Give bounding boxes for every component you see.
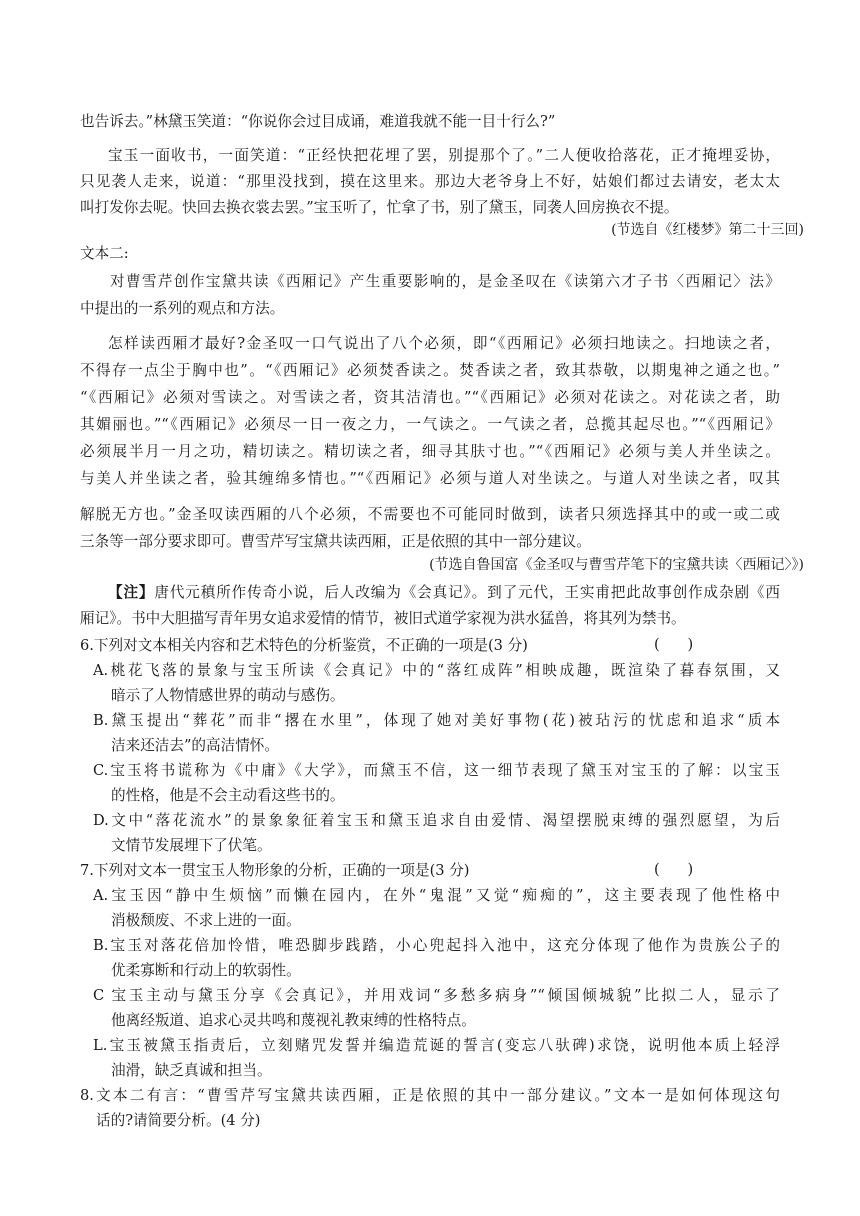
text2-para-line: 必须展半月一月之功，精切读之。精切读之者，细寻其肤寸也。”“《西厢记》必须与美人并坐读之。 [80,443,780,460]
q7-option-c-cont: 他离经叛道、追求心灵共鸣和蔑视礼教束缚的性格特点。 [111,1012,476,1029]
q8-stem: 8.文本二有言：“曹雪芹写宝黛共读西厢，正是依照的其中一部分建议。”文本一是如何体现这句 [80,1087,780,1104]
q6-option-b: B.黛玉提出“葬花”而非“撂在水里”，体现了她对美好事物(花)被玷污的忧虑和追求“质本 [93,712,780,729]
q7-stem: 7.下列对文本一贯宝玉人物形象的分析，正确的一项是(3 分) [80,862,470,879]
q6-option-b-cont: 洁来还洁去”的高洁情怀。 [111,737,279,754]
q7-option-b-cont: 优柔寡断和行动上的软弱性。 [111,962,301,979]
q7-option-c: C 宝玉主动与黛玉分享《会真记》，并用戏词“多愁多病身”“倾国倾城貌”比拟二人，显示了 [93,987,780,1004]
q7-option-a: A.宝玉因“静中生烦恼”而懒在园内，在外“鬼混”又觉“痴痴的”，这主要表现了他性格中 [93,887,780,904]
q8-stem-cont: 话的?请简要分析。(4 分) [96,1112,261,1129]
q7-answer-blank: ( ) [654,861,694,878]
note-line: 厢记》。书中大胆描写青年男女追求爱情的情节，被旧式道学家视为洪水猛兽，将其列为禁书。 [80,610,686,627]
note-text: 唐代元稹所作传奇小说，后人改编为《会真记》。到了元代，王实甫把此故事创作成杂剧《西 [154,584,780,601]
text2-para-line: 解脱无方也。”金圣叹读西厢的八个必须，不需要也不可能同时做到，读者只须选择其中的或一或二或 [80,506,780,523]
text2-para-line: 三条等一部分要求即可。曹雪芹写宝黛共读西厢，正是依照的其中一部分建议。 [80,533,591,550]
text2-para-line: 不得存一点尘于胸中也”。“《西厢记》必须焚香读之。焚香读之者，致其恭敬，以期鬼神之通之也。” [80,362,780,379]
text2-para-line: 对曹雪芹创作宝黛共读《西厢记》产生重要影响的，是金圣叹在《读第六才子书〈西厢记〉法》 [110,273,780,290]
text2-source: (节选自鲁国富《金圣叹与曹雪芹笔下的宝黛共读〈西厢记〉》) [429,557,804,573]
text1-source: (节选自《红楼梦》第二十三回) [611,222,804,238]
text1-para-line: 宝玉一面收书，一面笑道：“正经快把花埋了罢，别提那个了。”二人便收拾落花，正才掩埋妥协， [108,147,780,164]
text2-para-line: 其媚丽也。”“《西厢记》必须尽一日一夜之力，一气读之。一气读之者，总揽其起尽也。”“《西厢记》 [80,416,780,433]
q7-option-a-cont: 消极颓废、不求上进的一面。 [111,912,301,929]
q6-option-a-cont: 暗示了人物情感世界的萌动与感伤。 [111,687,345,704]
q6-option-c-cont: 的性格，他是不会主动看这些书的。 [111,787,345,804]
q6-stem: 6.下列对文本相关内容和艺术特色的分析鉴赏，不正确的一项是(3 分) [80,637,528,654]
note-tag: 【注】 [108,584,155,601]
q6-option-c: C.宝玉将书谎称为《中庸》《大学》，而黛玉不信，这一细节表现了黛玉对宝玉的了解：以宝玉 [93,762,780,779]
q6-option-d-cont: 文情节发展埋下了伏笔。 [111,837,272,854]
q6-answer-blank: ( ) [654,636,694,653]
text1-para-line: 叫打发你去呢。快回去换衣裳去罢。”宝玉听了，忙拿了书，别了黛玉，同袭人回房换衣不提。 [80,199,679,216]
q7-option-d: L.宝玉被黛玉指责后，立刻赌咒发誓并编造荒诞的誓言(变忘八驮碑)求饶，说明他本质上轻浮 [93,1037,780,1054]
q6-option-a: A.桃花飞落的景象与宝玉所读《会真记》中的“落红成阵”相映成趣，既渲染了暮春氛围，又 [93,662,780,679]
text1-line: 也告诉去。”林黛玉笑道：“你说你会过目成诵，难道我就不能一目十行么?” [80,113,556,130]
text2-label: 文本二: [80,245,129,262]
text2-para-line: 中提出的一系列的观点和方法。 [80,300,285,317]
q6-option-d: D.文中“落花流水”的景象象征着宝玉和黛玉追求自由爱情、渴望摆脱束缚的强烈愿望，为后 [93,812,780,829]
note-line [108,583,780,603]
text1-para-line: 只见袭人走来，说道：“那里没找到，摸在这里来。那边大老爷身上不好，姑娘们都过去请安，老太太 [80,173,780,190]
text2-para-line: 怎样读西厢才最好?金圣叹一口气说出了八个必须，即“《西厢记》必须扫地读之。扫地读之者， [108,335,780,352]
text2-para-line: “《西厢记》必须对雪读之。对雪读之者，资其洁清也。”“《西厢记》必须对花读之。对花读之者，助 [80,389,780,406]
text2-para-line: 与美人并坐读之者，验其缠绵多情也。”“《西厢记》必须与道人对坐读之。与道人对坐读之者，叹其 [80,470,780,487]
q7-option-b: B.宝玉对落花倍加怜惜，唯恐脚步践踏，小心兜起抖入池中，这充分体现了他作为贵族公子的 [93,937,780,954]
q7-option-d-cont: 油滑，缺乏真诚和担当。 [111,1062,272,1079]
